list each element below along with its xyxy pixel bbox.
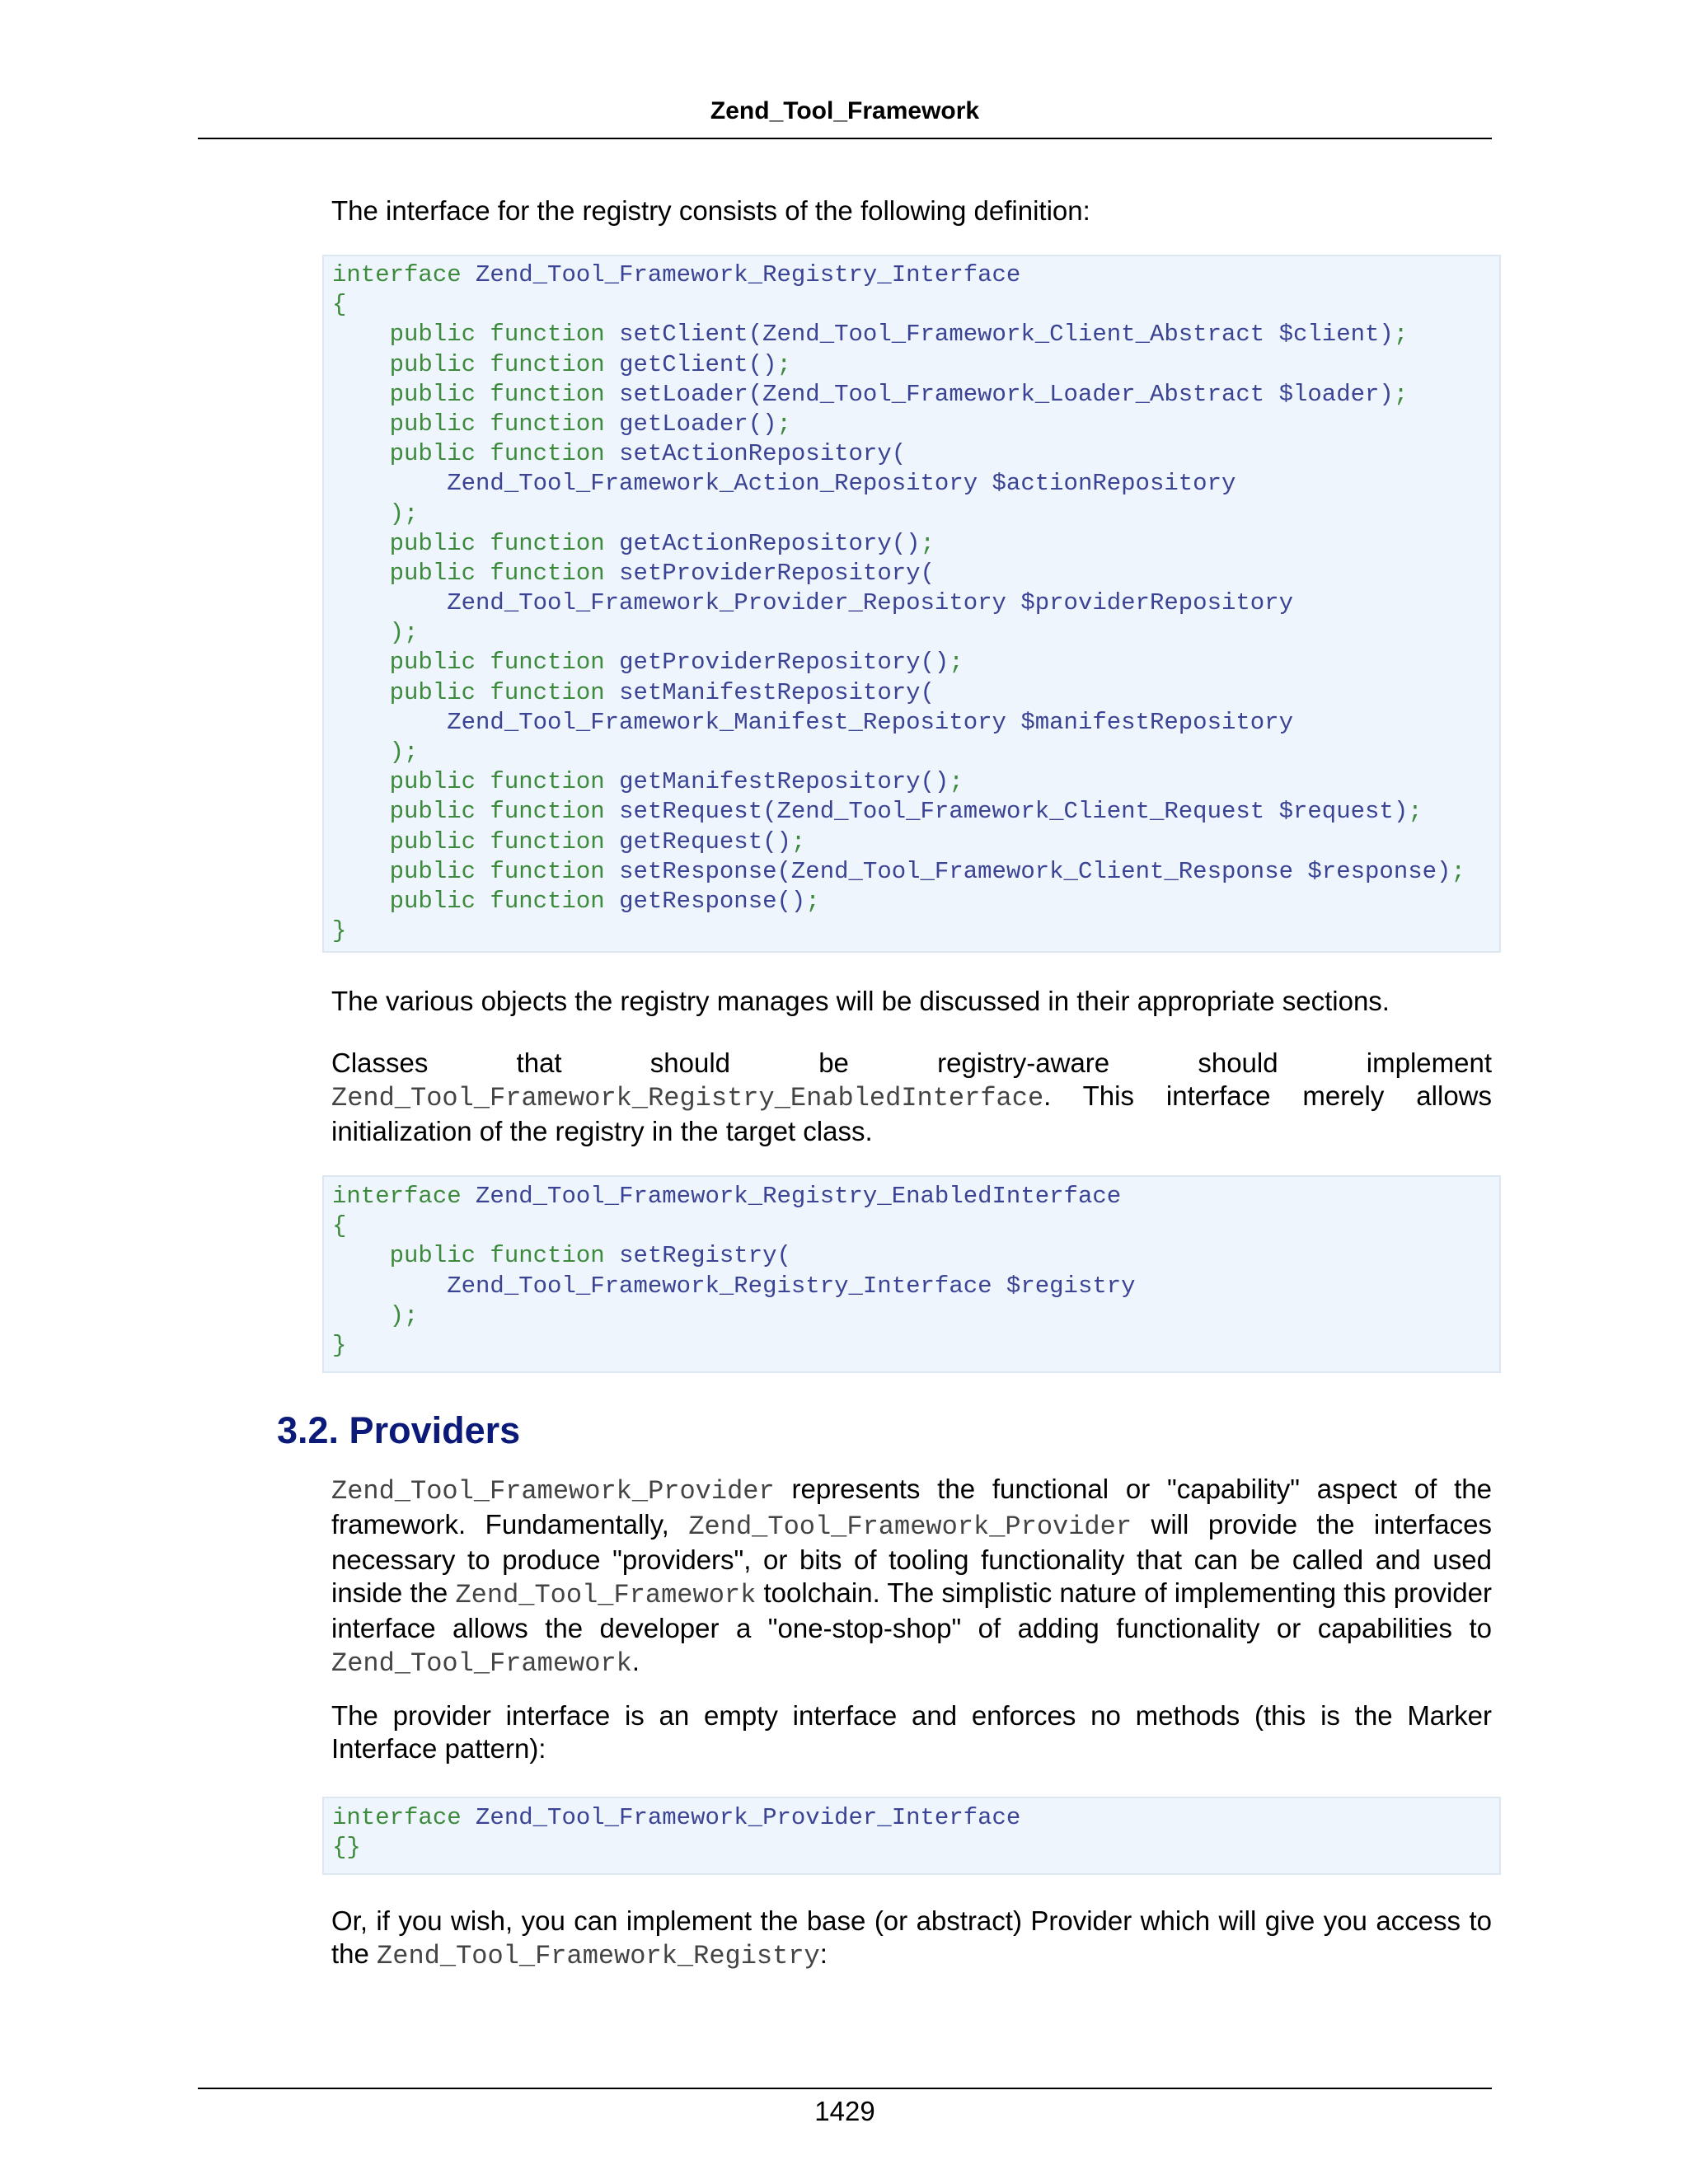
code-line: Zend_Tool_Framework_Registry_Interface $registry	[332, 1272, 1136, 1300]
code-line: }	[332, 917, 347, 945]
inline-code: Zend_Tool_Framework_Registry_EnabledInterface	[331, 1083, 1044, 1113]
code-line: {	[332, 291, 347, 319]
code-line: public function setManifestRepository(	[332, 678, 935, 706]
code-line: public function setResponse(Zend_Tool_Framework_Client_Response $response);	[332, 857, 1465, 885]
inline-code: Zend_Tool_Framework	[331, 1648, 632, 1679]
code-line: interface Zend_Tool_Framework_Registry_EnabledInterface	[332, 1183, 1122, 1210]
code-line: public function setClient(Zend_Tool_Framework_Client_Abstract $client);	[332, 321, 1409, 349]
code-line: public function getResponse();	[332, 887, 820, 915]
provider-description-paragraph: Zend_Tool_Framework_Provider represents the functional or "capability" aspect of the framework. Fundamentally, Zend_Tool_Framework_Provider will provide the interfaces necessary to produce "providers", or bits of tooling functionality that can be called and used inside the Zend_Tool_Framework toolchain. The simplistic nature of implementing this provider interface allows the developer a "one-stop-shop" of adding functionality or capabilities to Zend_Tool_Framework.	[331, 1474, 1492, 1679]
abstract-provider-paragraph: Or, if you wish, you can implement the base (or abstract) Provider which will give you access to the Zend_Tool_Framework_Registry:	[331, 1905, 1492, 1971]
code-line: {}	[332, 1834, 361, 1862]
code-line: );	[332, 738, 419, 766]
code-line: public function setProviderRepository(	[332, 559, 935, 587]
code-line: {	[332, 1212, 347, 1240]
registry-objects-paragraph: The various objects the registry manages will be discussed in their appropriate sections.	[331, 986, 1390, 1016]
code-line: public function setRequest(Zend_Tool_Framework_Client_Request $request);	[332, 798, 1423, 826]
code-line: Zend_Tool_Framework_Manifest_Repository $manifestRepository	[332, 708, 1293, 736]
code-line: public function getLoader();	[332, 410, 791, 438]
code-block-provider-interface	[322, 1797, 1501, 1875]
footer-rule	[198, 2088, 1492, 2089]
running-header: Zend_Tool_Framework	[710, 97, 980, 124]
inline-code: Zend_Tool_Framework	[455, 1580, 757, 1610]
code-line: public function getRequest();	[332, 827, 806, 855]
inline-code: Zend_Tool_Framework_Provider	[688, 1511, 1132, 1542]
code-block-enabled-interface	[322, 1175, 1501, 1373]
code-line: );	[332, 1301, 419, 1329]
code-line: }	[332, 1331, 347, 1359]
code-line: public function getProviderRepository();	[332, 649, 964, 677]
code-line: public function setLoader(Zend_Tool_Framework_Loader_Abstract $loader);	[332, 380, 1409, 408]
code-line: Zend_Tool_Framework_Provider_Repository $providerRepository	[332, 589, 1293, 617]
code-line: public function setActionRepository(	[332, 440, 907, 468]
inline-code: Zend_Tool_Framework_Provider	[331, 1476, 775, 1507]
code-line: public function getClient();	[332, 350, 791, 378]
code-line: public function getActionRepository();	[332, 529, 935, 557]
code-line: Zend_Tool_Framework_Action_Repository $actionRepository	[332, 470, 1236, 498]
section-heading: 3.2. Providers	[277, 1409, 521, 1451]
code-line: interface Zend_Tool_Framework_Provider_Interface	[332, 1804, 1021, 1831]
marker-interface-paragraph: The provider interface is an empty interface and enforces no methods (this is the Marker Interface pattern):	[331, 1700, 1492, 1764]
code-line: );	[332, 499, 419, 527]
header-rule	[198, 138, 1492, 139]
registry-aware-paragraph: Classes that should be registry-aware should implement Zend_Tool_Framework_Registry_EnabledInterface. This interface merely allows initialization of the registry in the target class.	[331, 1047, 1492, 1146]
code-line: public function getManifestRepository();	[332, 768, 964, 796]
code-line: interface Zend_Tool_Framework_Registry_Interface	[332, 261, 1021, 288]
inline-code: Zend_Tool_Framework_Registry	[377, 1941, 820, 1971]
intro-paragraph: The interface for the registry consists of the following definition:	[331, 195, 1090, 226]
code-line: public function setRegistry(	[332, 1242, 791, 1270]
code-line: );	[332, 619, 419, 647]
code-block-registry-interface	[322, 255, 1501, 953]
page-number: 1429	[814, 2096, 875, 2126]
